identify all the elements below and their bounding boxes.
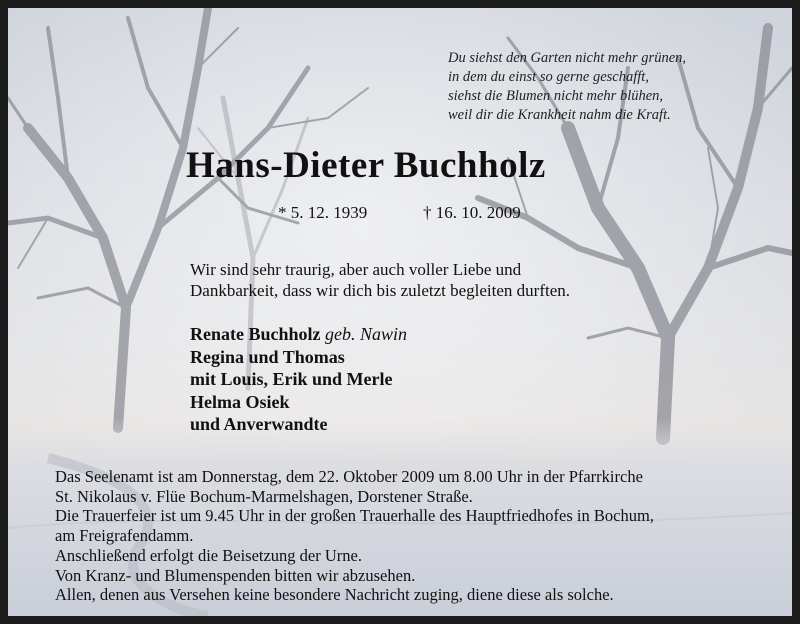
spouse-maiden-name: geb. Nawin (325, 324, 408, 344)
info-line: St. Nikolaus v. Flüe Bochum-Marmelshagen, Dorstener Straße. (55, 486, 473, 506)
mourner-line: Regina und Thomas (190, 346, 345, 367)
info-line: Allen, denen aus Versehen keine besondere Nachricht zuging, diene diese als solche. (55, 585, 614, 605)
info-line: Von Kranz- und Blumenspenden bitten wir abzusehen. (55, 565, 416, 585)
poem-line: siehst die Blumen nicht mehr blühen, (448, 88, 664, 104)
info-line: Anschließend erfolgt die Beisetzung der Urne. (55, 545, 362, 565)
service-information (55, 467, 654, 605)
mourners-list (190, 323, 407, 436)
mourner-spouse (190, 323, 407, 346)
condolence-message (190, 259, 570, 301)
spouse-name: Renate Buchholz (190, 324, 321, 344)
mourner-line: und Anverwandte (190, 414, 328, 434)
memorial-poem (448, 49, 768, 125)
info-line: Das Seelenamt ist am Donnerstag, dem 22. Oktober 2009 um 8.00 Uhr in der Pfarrkirche (55, 467, 643, 486)
mourner-line: Helma Osiek (190, 391, 290, 412)
info-line: am Freigrafendamm. (55, 526, 194, 546)
message-line: Wir sind sehr traurig, aber auch voller Liebe und (190, 260, 522, 279)
death-date: † 16. 10. 2009 (423, 203, 521, 222)
obituary-notice (8, 8, 792, 616)
message-line: Dankbarkeit, dass wir dich bis zuletzt begleiten durften. (190, 281, 571, 300)
info-line: Die Trauerfeier ist um 9.45 Uhr in der großen Trauerhalle des Hauptfriedhofes in Bochum, (55, 506, 654, 526)
poem-line: Du siehst den Garten nicht mehr grünen, (448, 50, 687, 66)
deceased-name: Hans-Dieter Buchholz (186, 145, 546, 186)
mourner-line: mit Louis, Erik und Merle (190, 369, 393, 389)
poem-line: in dem du einst so gerne geschafft, (448, 69, 649, 85)
birth-date: * 5. 12. 1939 (278, 203, 368, 222)
poem-line: weil dir die Krankheit nahm die Kraft. (448, 107, 671, 123)
